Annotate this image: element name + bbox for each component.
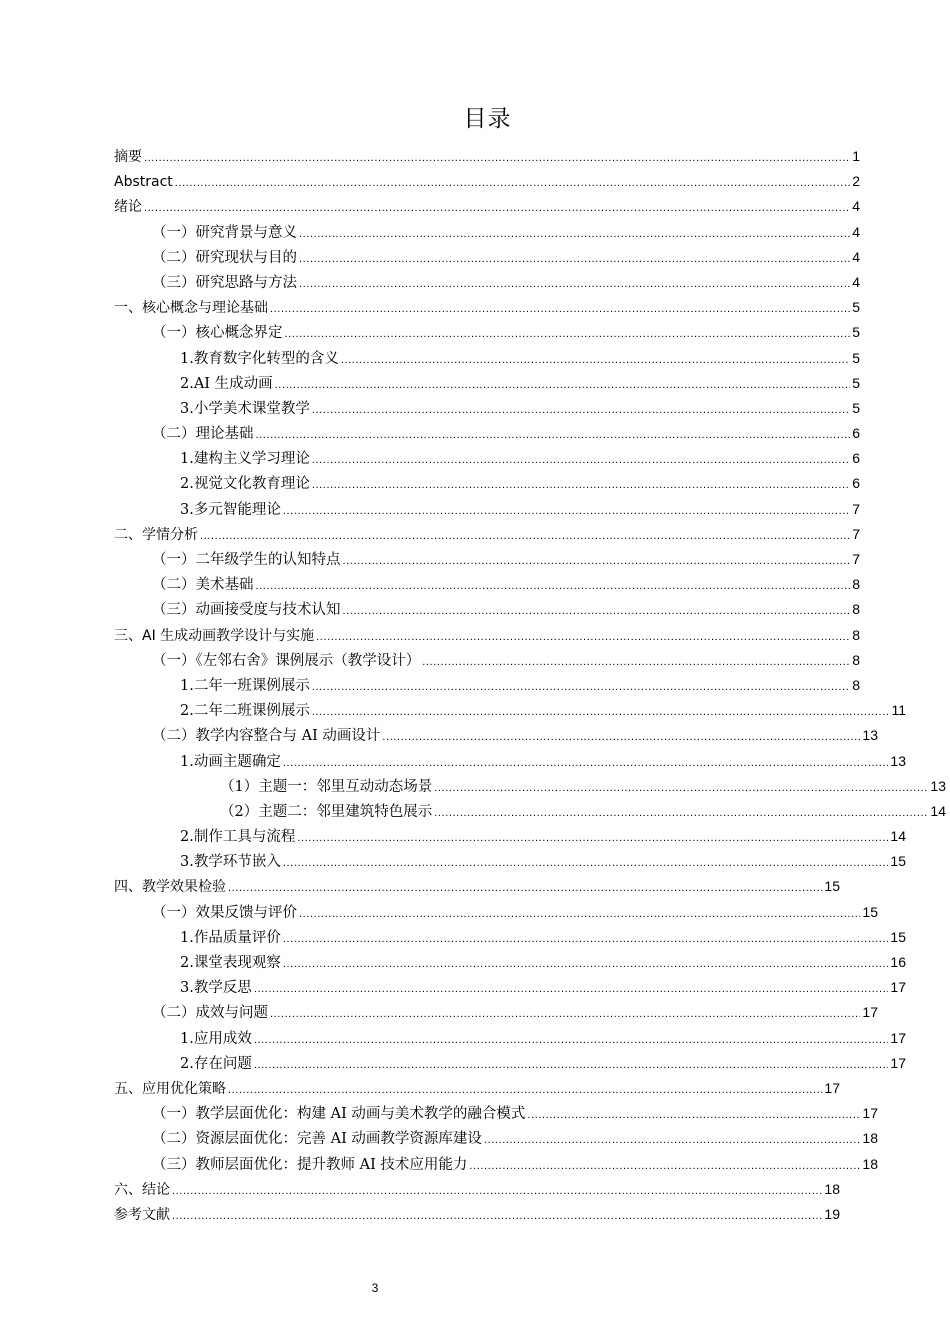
dot-leader	[270, 297, 850, 322]
toc-entry-page: 8	[852, 676, 860, 693]
toc-entry[interactable]	[114, 900, 878, 925]
toc-entry[interactable]	[114, 446, 860, 471]
dot-leader	[312, 700, 890, 725]
toc-entry-page: 5	[852, 349, 860, 366]
toc-entry-label: 六、结论	[114, 1181, 170, 1198]
toc-entry-page: 8	[852, 576, 860, 593]
toc-entry[interactable]	[114, 169, 860, 194]
dot-leader	[312, 398, 850, 423]
toc-entry-page: 7	[852, 551, 860, 567]
dot-leader	[283, 952, 889, 977]
dot-leader	[172, 1179, 822, 1204]
toc-entry-label: 四、教学效果检验	[114, 879, 226, 896]
toc-entry[interactable]	[114, 1177, 840, 1202]
dot-leader	[228, 876, 822, 901]
toc-entry-page: 13	[862, 727, 878, 744]
toc-entry-page: 5	[852, 324, 860, 341]
dot-leader	[283, 751, 889, 776]
dot-leader	[299, 222, 850, 247]
toc-entry-label: 1.建构主义学习理论	[180, 451, 310, 468]
toc-entry-label: （二）美术基础	[152, 577, 254, 594]
toc-entry-label: 2.存在问题	[180, 1055, 252, 1072]
toc-entry-label: （一）《左邻右舍》课例展示（教学设计）	[152, 652, 421, 669]
toc-entry[interactable]	[114, 320, 860, 345]
toc-entry-label: 3.教学反思	[180, 980, 252, 997]
toc-entry[interactable]	[114, 245, 860, 270]
dot-leader	[312, 473, 850, 498]
toc-entry-page: 4	[852, 198, 860, 215]
toc-entry[interactable]	[114, 547, 860, 572]
dot-leader	[144, 146, 850, 171]
toc-entry-page: 13	[930, 777, 946, 794]
toc-entry[interactable]	[114, 346, 860, 371]
toc-entry-page: 15	[890, 853, 906, 870]
toc-entry-page: 15	[890, 928, 906, 945]
toc-entry-page: 17	[890, 979, 906, 996]
toc-entry-label: （2）主题二：邻里建筑特色展示	[220, 803, 433, 820]
toc-entry-label: 摘要	[114, 149, 142, 165]
toc-entry-page: 5	[852, 399, 860, 416]
toc-entry-label: 3.小学美术课堂教学	[180, 400, 310, 417]
toc-entry[interactable]	[114, 522, 860, 547]
toc-entry-page: 4	[852, 248, 860, 265]
toc-entry-page: 14	[930, 802, 946, 819]
toc-entry-label: （三）动画接受度与技术认知	[152, 602, 341, 619]
toc-entry-page: 17	[890, 1029, 906, 1046]
toc-entry[interactable]	[114, 194, 860, 219]
dot-leader	[283, 851, 889, 876]
toc-entry[interactable]	[114, 396, 860, 421]
toc-entry-page: 8	[852, 651, 860, 668]
toc-entry-label: 参考文献	[114, 1206, 170, 1223]
dot-leader	[341, 348, 850, 373]
page-number: 3	[371, 1281, 379, 1295]
toc-entry[interactable]	[114, 824, 906, 849]
toc-entry-page: 8	[852, 601, 860, 618]
toc-entry-page: 4	[852, 223, 860, 240]
dot-leader	[254, 1028, 889, 1053]
dot-leader	[312, 675, 850, 700]
toc-entry[interactable]	[114, 471, 860, 496]
dot-leader	[285, 322, 851, 347]
dot-leader	[172, 1204, 822, 1229]
toc-entry-label: 二、学情分析	[114, 526, 198, 543]
toc-entry-page: 5	[852, 299, 860, 316]
toc-entry-label: （一）二年级学生的认知特点	[152, 552, 341, 568]
toc-entry-label: 2.视觉文化教育理论	[180, 476, 310, 493]
toc-entry-label: 绪论	[114, 199, 142, 216]
dot-leader	[484, 1128, 861, 1153]
toc-entry[interactable]	[114, 648, 860, 673]
dot-leader	[527, 1103, 860, 1128]
toc-entry-page: 17	[862, 1004, 878, 1021]
toc-entry-label: 三、AI 生成动画教学设计与实施	[114, 627, 315, 644]
toc-entry-label: （二）成效与问题	[152, 1005, 268, 1022]
dot-leader	[316, 625, 850, 650]
toc-entry-page: 6	[852, 475, 860, 492]
table-of-contents	[114, 144, 946, 1227]
toc-entry[interactable]	[114, 1101, 878, 1126]
toc-entry-label: （一）核心概念界定	[152, 325, 283, 342]
toc-entry-page: 5	[852, 374, 860, 391]
dot-leader	[343, 599, 851, 624]
dot-leader	[299, 902, 860, 927]
toc-entry-page: 13	[890, 752, 906, 769]
dot-leader	[434, 801, 928, 826]
toc-entry-label: 1.二年一班课例展示	[180, 677, 310, 694]
toc-entry-label: （一）研究背景与意义	[152, 224, 297, 241]
toc-entry[interactable]	[114, 698, 906, 723]
dot-leader	[283, 927, 889, 952]
toc-entry[interactable]	[114, 1076, 840, 1101]
toc-entry-label: 3.多元智能理论	[180, 501, 281, 518]
toc-entry-label: （二）理论基础	[152, 426, 254, 443]
dot-leader	[283, 499, 850, 524]
toc-entry[interactable]	[114, 1051, 906, 1076]
toc-entry[interactable]	[114, 925, 906, 950]
toc-entry[interactable]	[114, 723, 878, 748]
toc-entry-label: 2.AI 生成动画	[180, 375, 273, 392]
toc-entry[interactable]	[114, 1202, 840, 1227]
toc-entry-label: （一）效果反馈与评价	[152, 904, 297, 921]
toc-entry[interactable]	[114, 874, 840, 899]
dot-leader	[312, 448, 850, 473]
dot-leader	[254, 1053, 889, 1078]
toc-entry-label: 1.作品质量评价	[180, 929, 281, 946]
toc-entry-page: 6	[852, 450, 860, 467]
dot-leader	[228, 1078, 822, 1103]
toc-entry[interactable]	[114, 572, 860, 597]
toc-entry-label: 2.二年二班课例展示	[180, 703, 310, 720]
toc-entry[interactable]	[114, 597, 860, 622]
toc-entry-label: （二）教学内容整合与 AI 动画设计	[152, 728, 381, 745]
dot-leader	[343, 549, 851, 574]
toc-entry-page: 11	[891, 702, 906, 719]
toc-entry[interactable]	[114, 220, 860, 245]
toc-entry-label: 1.动画主题确定	[180, 753, 281, 770]
dot-leader	[256, 574, 851, 599]
toc-entry[interactable]	[114, 950, 906, 975]
dot-leader	[200, 524, 850, 549]
toc-entry-page: 6	[852, 425, 860, 442]
toc-entry-label: 1.应用成效	[180, 1030, 252, 1047]
toc-entry-label: 2.制作工具与流程	[180, 829, 296, 846]
toc-entry[interactable]	[114, 799, 946, 824]
toc-entry-label: （一）教学层面优化：构建 AI 动画与美术教学的融合模式	[152, 1106, 526, 1123]
dot-leader	[469, 1154, 860, 1179]
toc-entry-page: 1	[852, 148, 860, 164]
toc-entry-label: （三）教师层面优化：提升教师 AI 技术应用能力	[152, 1156, 468, 1173]
toc-entry-page: 14	[890, 828, 906, 845]
dot-leader	[254, 977, 889, 1002]
toc-entry-page: 15	[824, 878, 840, 895]
dot-leader	[382, 725, 860, 750]
toc-entry[interactable]	[114, 849, 906, 874]
toc-entry[interactable]	[114, 774, 946, 799]
toc-entry-page: 17	[862, 1105, 878, 1122]
dot-leader	[422, 650, 850, 675]
toc-entry[interactable]	[114, 144, 860, 169]
toc-entry[interactable]	[114, 270, 860, 295]
toc-entry-label: 3.教学环节嵌入	[180, 854, 281, 871]
toc-entry-page: 7	[852, 500, 860, 517]
toc-entry-label: （二）研究现状与目的	[152, 249, 297, 266]
dot-leader	[256, 423, 851, 448]
toc-entry[interactable]	[114, 623, 860, 648]
toc-entry-label: 五、应用优化策略	[114, 1080, 226, 1097]
toc-entry-label: （二）资源层面优化：完善 AI 动画教学资源库建设	[152, 1131, 482, 1148]
toc-entry[interactable]	[114, 371, 860, 396]
dot-leader	[275, 373, 851, 398]
toc-entry[interactable]	[114, 1000, 878, 1025]
dot-leader	[299, 247, 850, 272]
toc-entry-label: 一、核心概念与理论基础	[114, 300, 268, 317]
toc-entry-page: 2	[852, 173, 860, 190]
dot-leader	[144, 196, 850, 221]
toc-entry[interactable]	[114, 1152, 878, 1177]
toc-entry[interactable]	[114, 673, 860, 698]
toc-entry-label: Abstract	[114, 174, 173, 191]
toc-entry-label: （1）主题一：邻里互动动态场景	[220, 778, 433, 795]
toc-entry-page: 19	[824, 1205, 840, 1222]
toc-entry-page: 18	[862, 1130, 878, 1147]
dot-leader	[175, 171, 850, 196]
dot-leader	[299, 272, 850, 297]
toc-entry[interactable]	[114, 1126, 878, 1151]
toc-entry[interactable]	[114, 421, 860, 446]
toc-entry-label: （三）研究思路与方法	[152, 274, 297, 291]
toc-entry[interactable]	[114, 975, 906, 1000]
toc-entry[interactable]	[114, 295, 860, 320]
toc-entry-page: 7	[852, 525, 860, 542]
toc-entry-label: 2.课堂表现观察	[180, 955, 281, 971]
toc-entry-page: 17	[890, 1054, 906, 1071]
dot-leader	[297, 826, 888, 851]
toc-entry-page: 16	[890, 954, 906, 970]
toc-entry[interactable]	[114, 497, 860, 522]
toc-entry-page: 15	[862, 903, 878, 920]
toc-entry-page: 18	[862, 1155, 878, 1172]
dot-leader	[434, 776, 928, 801]
toc-entry-page: 8	[852, 626, 860, 643]
toc-entry-page: 17	[824, 1079, 840, 1096]
toc-entry[interactable]	[114, 1026, 906, 1051]
toc-entry-page: 18	[824, 1180, 840, 1197]
toc-entry-label: 1.教育数字化转型的含义	[180, 350, 339, 367]
toc-entry[interactable]	[114, 749, 906, 774]
dot-leader	[270, 1002, 860, 1027]
toc-title: 目录	[463, 106, 512, 132]
toc-entry-page: 4	[852, 273, 860, 290]
